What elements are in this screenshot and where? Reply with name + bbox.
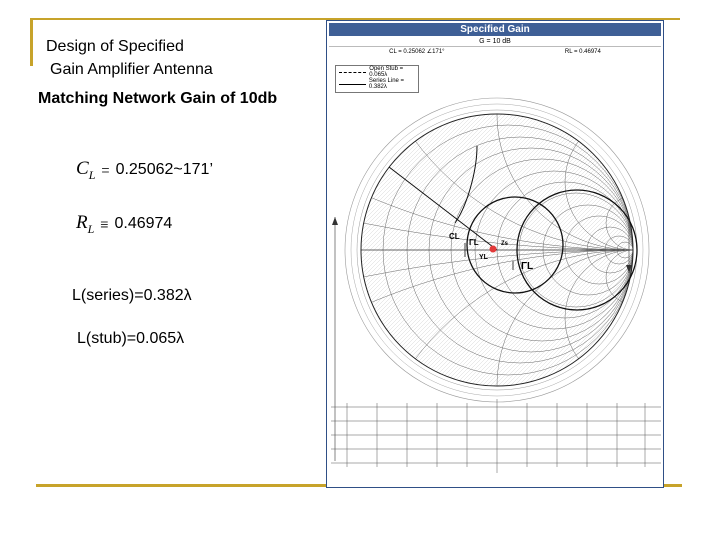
figure-header: Specified Gain	[329, 23, 661, 36]
marker-cl: CL	[449, 232, 460, 241]
marker-gamma-l-1: ΓL	[469, 238, 479, 247]
l-stub-text: L(stub)=0.065λ	[77, 330, 185, 347]
slide-heading: Matching Network Gain of 10db	[38, 90, 278, 107]
figure-subheader: G = 10 dB	[329, 37, 661, 47]
l-series-text: L(series)=0.382λ	[72, 287, 192, 304]
left-arrow-head	[332, 217, 338, 225]
marker-yl: YL	[479, 254, 488, 261]
rl-equiv-sign: ≡	[100, 216, 109, 233]
dashed-line-swatch	[339, 72, 366, 73]
cl-value: 0.25062~171’	[115, 161, 213, 179]
legend-label-series-line: Series Line = 0.382λ	[368, 78, 405, 90]
legend-item-open-stub	[336, 66, 418, 78]
slide-title-line1: Design of Specified	[46, 38, 184, 55]
legend-item-series-line	[336, 78, 418, 90]
accent-line-left	[30, 18, 33, 66]
smith-chart-figure	[326, 20, 664, 488]
rl-symbol: $R_L$	[76, 212, 95, 236]
slide-title-line2: Gain Amplifier Antenna	[50, 61, 213, 78]
solid-line-swatch	[339, 84, 366, 85]
rl-equation	[76, 212, 172, 237]
cl-equiv-sign: =	[101, 162, 110, 179]
marker-zs: Zs	[501, 241, 509, 247]
cl-symbol: $C_L$	[76, 158, 96, 182]
rl-value: 0.46974	[114, 215, 173, 233]
chart-legend	[335, 65, 419, 93]
cl-equation	[76, 158, 213, 183]
matching-point-marker	[490, 246, 497, 253]
radial-scale-ruler	[331, 399, 661, 473]
legend-label-open-stub: Open Stub = 0.065λ	[369, 66, 404, 78]
figure-rl-value: RL = 0.46974	[564, 49, 601, 55]
marker-gamma-l-2: ΓL	[521, 261, 534, 272]
figure-cl-value: CL = 0.25062 ∠171°	[389, 49, 445, 55]
